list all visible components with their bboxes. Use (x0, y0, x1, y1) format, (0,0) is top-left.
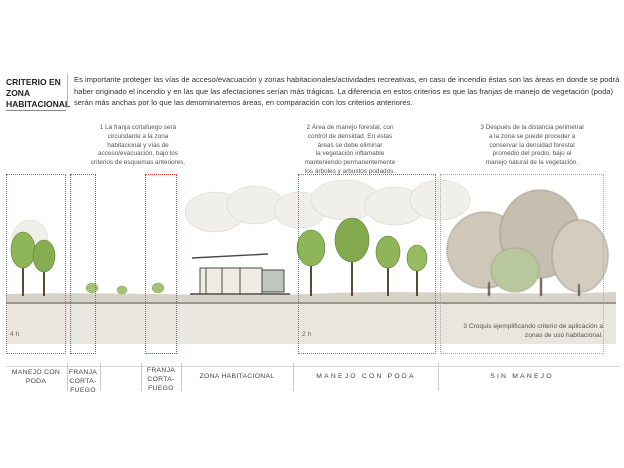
zone-label-sin-manejo: SIN MANEJO (490, 373, 554, 380)
note-3 (462, 124, 602, 168)
note-2-line: áreas se debe eliminar (317, 141, 383, 149)
zone-box-franja-1 (70, 174, 96, 354)
house-sketch (190, 254, 290, 294)
zone-label-habitacional: ZONA HABITACIONAL (199, 373, 275, 380)
zone-box-manejo-right (298, 174, 436, 354)
zone-label-manejo-right: MANEJO CON PODA (316, 373, 416, 380)
distance-label-right: 2 h (302, 331, 312, 338)
note-3-line: conservar la densidad forestal (489, 141, 575, 149)
note-3-line: promedio del predio, bajo el (492, 150, 572, 158)
note-2-line: la vegetación inflamable (315, 150, 385, 158)
note-3-line: manejo natural de la vegetación. (485, 159, 579, 167)
note-3-line: a la zona se puede proceder a (488, 132, 576, 140)
note-1-line: circundante a la zona (107, 132, 169, 140)
zone-label-line: PODA (25, 378, 47, 385)
header-divider (67, 74, 68, 108)
zone-label-line: CORTA- (69, 378, 97, 385)
note-2-line: control de densidad. En estas (307, 132, 393, 140)
label-separator (438, 363, 439, 391)
zone-label-line: FRANJA (68, 369, 98, 376)
zone-label-line: FRANJA (146, 367, 176, 374)
section-title-line-2: ZONA (6, 88, 31, 98)
note-2-line: los árboles y arbustos podados. (304, 167, 396, 175)
label-separator (100, 363, 101, 391)
note-1-line: 1 La franja cortafuego será (99, 124, 177, 131)
section-title-line-1: CRITERIO EN (6, 77, 61, 87)
figure-caption (443, 322, 603, 340)
labels-baseline (6, 366, 620, 367)
note-1 (78, 124, 198, 168)
note-2-line: 2 Área de manejo forestal, con (306, 124, 394, 131)
zone-label-manejo-left (6, 368, 66, 386)
caption-line: zonas de uso habitacional. (524, 332, 603, 339)
note-2-line: manteniendo permanentemente (304, 159, 396, 167)
note-2 (290, 124, 410, 177)
intro-paragraph: Es importante proteger las vías de acceso/evacuación y zonas habitacionales/actividades recreativas, en caso de incendio éstas son las áreas en donde se podrá haber originado el incendio y en las que las afectaciones serían más trágicas. La diferencia en estos criterios es que las franjas de manejo de vegetación (poda) serán más anchas por lo que las denominaremos áreas, en comparación con los criterios anteriores. (74, 75, 620, 107)
zone-box-manejo-left (6, 174, 66, 354)
zone-box-franja-2 (145, 174, 177, 354)
zone-label-franja-1 (66, 368, 100, 395)
section-title (6, 77, 71, 110)
note-1-line: acceso/evacuación, bajo los (98, 150, 178, 158)
caption-line: 3 Croquis ejemplificando criterio de aplicación a (463, 323, 603, 330)
note-1-line: criterios de esquemas anteriores. (90, 159, 186, 167)
section-title-line-3: HABITACIONAL (6, 99, 71, 109)
distance-label-left: 4 h (10, 331, 20, 338)
zone-label-line: FUEGO (148, 385, 174, 392)
note-1-line: habitacional y vías de (107, 141, 169, 149)
note-3-line: 3 Después de la distancia perimetral (480, 124, 584, 131)
zone-label-line: FUEGO (70, 387, 96, 394)
zone-label-franja-2 (142, 366, 180, 393)
title-underline (6, 110, 66, 111)
zone-label-line: MANEJO CON (11, 369, 61, 376)
zone-label-line: CORTA- (147, 376, 175, 383)
